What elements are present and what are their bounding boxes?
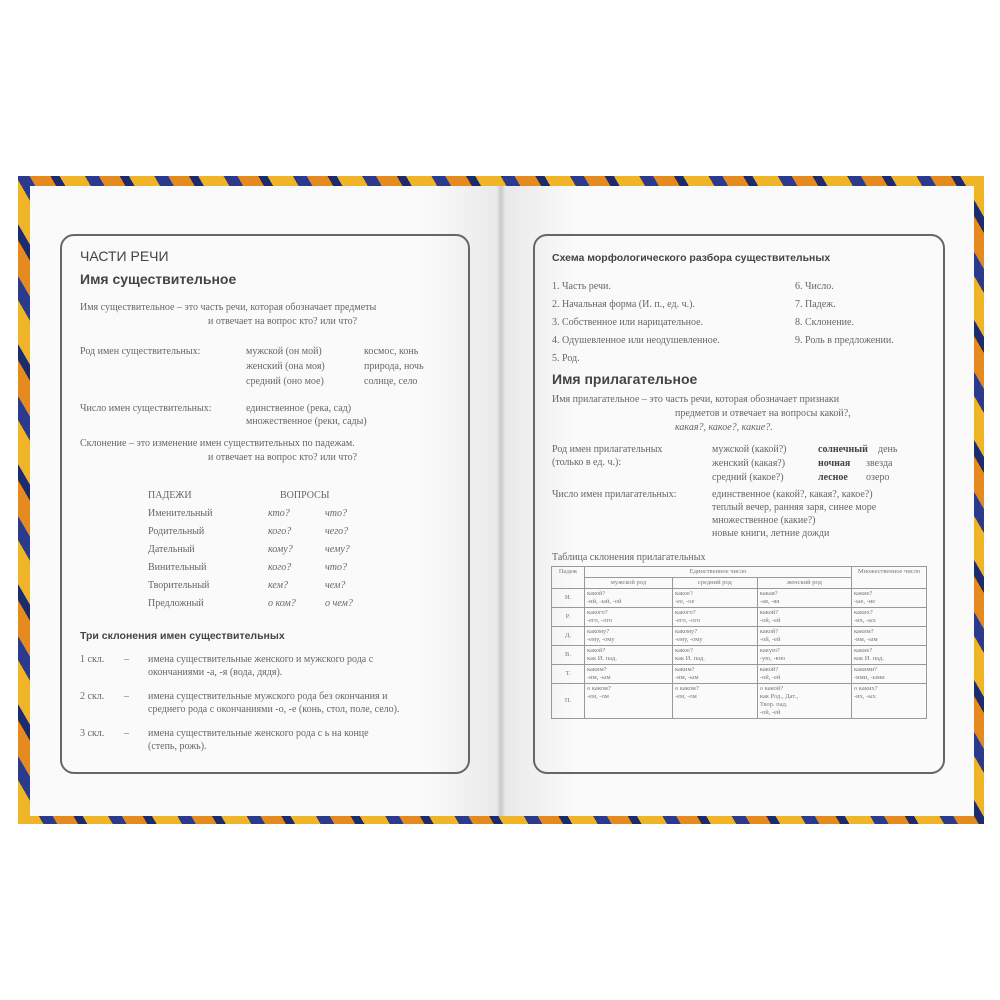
table-cell-line: как И. пад.: [587, 655, 617, 662]
table-header-neut: средний род: [672, 578, 757, 589]
table-cell-line: о каких?: [854, 685, 878, 692]
declension-table: [551, 566, 927, 719]
table-cell-line: о каком?: [674, 685, 699, 692]
table-cell-line: И.: [564, 594, 572, 601]
adjective-definition-line3: какая?, какое?, какие?.: [675, 422, 773, 433]
table-cell: [757, 627, 851, 646]
case-question: что?: [325, 508, 347, 519]
table-cell-line: -ую, -юю: [759, 655, 786, 662]
table-cell: [852, 646, 927, 665]
table-cell-case: [552, 589, 585, 608]
case-question: кого?: [268, 562, 292, 573]
case-question: чего?: [325, 526, 349, 537]
table-cell-line: какому?: [587, 628, 610, 635]
declension-text: (степь, рожь).: [148, 741, 207, 752]
gender-example: космос, конь: [364, 346, 419, 357]
table-row: [552, 627, 927, 646]
case-name: Предложный: [148, 598, 204, 609]
table-cell-case: [552, 665, 585, 684]
case-name: Родительный: [148, 526, 205, 537]
table-cell-line: -ой, -ей: [759, 674, 781, 681]
adj-gender-example: солнечный: [818, 444, 868, 455]
gender-example: солнце, село: [364, 376, 418, 387]
table-cell-line: какое?: [674, 590, 693, 597]
declension-text: среднего рода с окончаниями -о, -е (конь, стол, поле, село).: [148, 704, 400, 715]
table-cell-line: каким?: [587, 666, 607, 673]
table-row: [552, 608, 927, 627]
table-cell-line: какой?: [759, 609, 779, 616]
table-cell: [757, 646, 851, 665]
gender-label: Род имен существительных:: [80, 346, 201, 357]
table-cell-line: как И. пад.: [854, 655, 884, 662]
scheme-item: 5. Род.: [552, 353, 580, 364]
table-cell-line: -ая, -яя: [759, 598, 780, 605]
table-cell: [852, 608, 927, 627]
adj-number-row: множественное (какие?): [712, 515, 816, 526]
table-cell-line: -ой, -ей: [759, 617, 781, 624]
table-cell-case: [552, 646, 585, 665]
table-cell-line: какие?: [854, 590, 873, 597]
scheme-item: 2. Начальная форма (И. п., ед. ч.).: [552, 299, 695, 310]
table-cell: [757, 665, 851, 684]
table-cell: [672, 608, 757, 627]
declension-definition-line1: Склонение – это изменение имен существительных по падежам.: [80, 438, 355, 449]
table-cell-line: -ий, -ый, -ой: [587, 598, 622, 605]
table-cell-line: каким?: [674, 666, 695, 673]
table-cell-line: -им, -ым: [674, 674, 699, 681]
table-cell: [757, 684, 851, 719]
declension-dash: –: [124, 691, 129, 702]
scheme-item: 7. Падеж.: [795, 299, 836, 310]
declension-name: 3 скл.: [80, 728, 105, 739]
adjective-definition-line2: предметов и отвечает на вопросы какой?,: [675, 408, 851, 419]
table-cell: [672, 589, 757, 608]
table-cell-line: о какой?: [759, 685, 784, 692]
table-cell-line: -ее, -ое: [674, 598, 695, 605]
three-declensions-title: Три склонения имен существительных: [80, 630, 285, 642]
adj-number-example: теплый вечер, ранняя заря, синее море: [712, 502, 877, 513]
table-cell: [852, 589, 927, 608]
scheme-item: 1. Часть речи.: [552, 281, 611, 292]
adj-gender-noun: день: [878, 444, 898, 455]
adj-gender-row: мужской (какой?): [712, 444, 787, 455]
cases-header: ПАДЕЖИ: [148, 490, 192, 501]
declension-text: имена существительные женского и мужского рода с: [148, 654, 374, 665]
gender-row: женский (она моя): [246, 361, 325, 372]
table-cell-line: -ему, -ому: [587, 636, 615, 643]
table-cell: [585, 646, 673, 665]
adj-gender-label: Род имен прилагательных: [552, 444, 663, 455]
adj-gender-row: средний (какое?): [712, 472, 784, 483]
table-cell-line: -ой, -ей: [759, 636, 781, 643]
case-question: что?: [325, 562, 347, 573]
adj-number-label: Число имен прилагательных:: [552, 489, 677, 500]
adj-gender-example: лесное: [818, 472, 848, 483]
case-question: кем?: [268, 580, 288, 591]
case-question: кто?: [268, 508, 290, 519]
questions-header: ВОПРОСЫ: [280, 490, 330, 501]
scheme-item: 4. Одушевленное или неодушевленное.: [552, 335, 720, 346]
table-cell-line: Т.: [565, 670, 571, 677]
table-row: [552, 665, 927, 684]
declension-name: 1 скл.: [80, 654, 105, 665]
gender-row: средний (оно мое): [246, 376, 324, 387]
case-name: Творительный: [148, 580, 210, 591]
table-cell-line: -его, -ого: [587, 617, 613, 624]
case-name: Винительный: [148, 562, 207, 573]
table-cell-line: какие?: [854, 647, 873, 654]
gender-row: мужской (он мой): [246, 346, 322, 357]
table-cell: [585, 684, 673, 719]
table-cell: [585, 627, 673, 646]
table-cell-line: как И. пад.: [674, 655, 705, 662]
gender-example: природа, ночь: [364, 361, 424, 372]
case-name: Дательный: [148, 544, 195, 555]
scheme-title: Схема морфологического разбора существительных: [552, 252, 831, 264]
adj-gender-noun: звезда: [866, 458, 893, 469]
table-cell-case: [552, 684, 585, 719]
declension-text: имена существительные мужского рода без окончания и: [148, 691, 388, 702]
table-cell: [672, 684, 757, 719]
table-row: [552, 589, 927, 608]
adj-number-example: новые книги, летние дожди: [712, 528, 830, 539]
adj-gender-noun: озеро: [866, 472, 890, 483]
table-cell-line: -ему, -ому: [674, 636, 703, 643]
section-title-noun: Имя существительное: [80, 271, 237, 287]
table-header-plural: Множественное число: [852, 567, 927, 589]
table-cell-line: каких?: [854, 609, 873, 616]
table-cell: [757, 608, 851, 627]
table-cell-line: -их, -ых: [854, 617, 876, 624]
table-header-singular: Единственное число: [585, 567, 852, 578]
table-cell-case: [552, 608, 585, 627]
table-cell-line: -им, -ым: [587, 674, 611, 681]
table-cell-line: -ими, -ыми: [854, 674, 885, 681]
table-cell-line: какой?: [587, 647, 606, 654]
adj-number-row: единственное (какой?, какая?, какое?): [712, 489, 873, 500]
table-cell: [852, 684, 927, 719]
case-question: чем?: [325, 580, 346, 591]
table-header-case: Падеж: [552, 567, 585, 589]
table-cell-line: каким?: [854, 628, 874, 635]
table-row: [552, 646, 927, 665]
table-cell-line: -ем, -ом: [674, 693, 697, 700]
table-cell-line: -им, -ым: [854, 636, 878, 643]
table-cell: [757, 589, 851, 608]
table-cell-line: какого?: [674, 609, 696, 616]
scheme-item: 9. Роль в предложении.: [795, 335, 894, 346]
table-cell-line: какого?: [587, 609, 608, 616]
adj-gender-example: ночная: [818, 458, 851, 469]
table-title: Таблица склонения прилагательных: [552, 552, 706, 563]
table-cell-line: какому?: [674, 628, 698, 635]
table-row: [552, 684, 927, 719]
table-cell-line: какими?: [854, 666, 878, 673]
case-question: о ком?: [268, 598, 296, 609]
declension-definition-line2: и отвечает на вопрос кто? или что?: [208, 452, 358, 463]
noun-definition-line2: и отвечает на вопрос кто? или что?: [208, 316, 358, 327]
number-row: множественное (реки, сады): [246, 416, 367, 427]
table-cell-line: Д.: [564, 632, 572, 639]
table-cell-line: -его, -ого: [674, 617, 701, 624]
table-cell-line: П.: [564, 697, 572, 704]
section-title-adjective: Имя прилагательное: [552, 371, 698, 387]
case-question: кого?: [268, 526, 292, 537]
table-cell-line: какая?: [759, 590, 778, 597]
adjective-definition-line1: Имя прилагательное – это часть речи, которая обозначает признаки: [552, 394, 840, 405]
table-cell-line: -их, -ых: [854, 693, 876, 700]
table-cell-line: В.: [565, 651, 571, 658]
table-cell-line: Р.: [565, 613, 571, 620]
table-cell: [852, 665, 927, 684]
scheme-item: 3. Собственное или нарицательное.: [552, 317, 704, 328]
book-spine: [497, 186, 505, 816]
case-question: о чем?: [325, 598, 353, 609]
table-header-fem: женский род: [757, 578, 851, 589]
scheme-item: 6. Число.: [795, 281, 834, 292]
table-cell: [672, 627, 757, 646]
table-cell-line: Твор. пад.: [759, 701, 788, 708]
table-cell-line: -ые, -ие: [854, 598, 876, 605]
declension-name: 2 скл.: [80, 691, 105, 702]
number-row: единственное (река, сад): [246, 403, 352, 414]
table-cell-line: -ем, -ом: [587, 693, 609, 700]
table-cell: [852, 627, 927, 646]
case-name: Именительный: [148, 508, 213, 519]
table-cell: [585, 589, 673, 608]
adj-gender-label: (только в ед. ч.):: [552, 457, 622, 468]
table-cell-line: какое?: [674, 647, 693, 654]
number-label: Число имен существительных:: [80, 403, 212, 414]
table-cell-line: -ой, -ей: [759, 709, 781, 716]
table-cell-line: как Род., Дат.,: [759, 693, 798, 700]
table-cell: [672, 665, 757, 684]
table-cell-line: какой?: [759, 628, 779, 635]
table-cell: [585, 665, 673, 684]
table-header-masc: мужской род: [585, 578, 673, 589]
case-question: чему?: [325, 544, 350, 555]
adj-gender-row: женский (какая?): [712, 458, 786, 469]
table-cell-line: какую?: [759, 647, 780, 654]
table-cell: [672, 646, 757, 665]
declension-text: окончаниями -а, -я (вода, дядя).: [148, 667, 283, 678]
table-cell-line: какой?: [587, 590, 606, 597]
table-cell-case: [552, 627, 585, 646]
table-cell-line: какой?: [759, 666, 779, 673]
declension-dash: –: [124, 654, 129, 665]
table-cell-line: о каком?: [587, 685, 611, 692]
case-question: кому?: [268, 544, 293, 555]
page-title: ЧАСТИ РЕЧИ: [80, 248, 169, 264]
scheme-item: 8. Склонение.: [795, 317, 854, 328]
table-cell: [585, 608, 673, 627]
declension-dash: –: [124, 728, 129, 739]
noun-definition-line1: Имя существительное – это часть речи, которая обозначает предметы: [80, 302, 377, 313]
declension-text: имена существительные женского рода с ь на конце: [148, 728, 369, 739]
